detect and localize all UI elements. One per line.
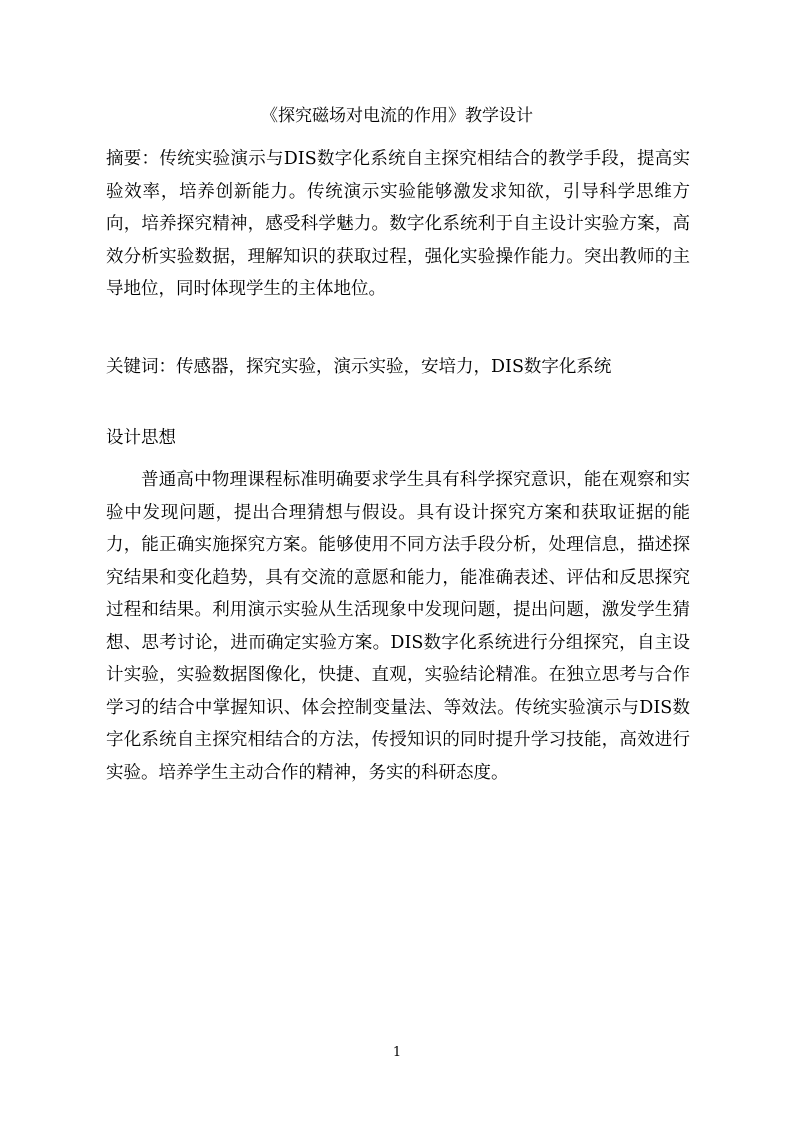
keywords-label: 关键词：	[106, 357, 176, 377]
design-idea-paragraph: 普通高中物理课程标准明确要求学生具有科学探究意识，能在观察和实验中发现问题，提出合理猜想与假设。具有设计探究方案和获取证据的能力，能正确实施探究方案。能够使用不同方法手段分析，处理信息，描述探究结果和变化趋势，具有交流的意愿和能力，能准确表述、评估和反思探究过程和结果。利用演示实验从生活现象中发现问题，提出问题，激发学生猜想、思考讨论，进而确定实验方案。DIS数字化系统进行分组探究，自主设计实验，实验数据图像化，快捷、直观，实验结论精准。在独立思考与合作学习的结合中掌握知识、体会控制变量法、等效法。传统实验演示与DIS数字化系统自主探究相结合的方法，传授知识的同时提升学习技能，高效进行实验。培养学生主动合作的精神，务实的科研态度。	[106, 470, 690, 783]
section-heading: 设计思想	[106, 428, 176, 448]
page-number: 1	[392, 1045, 402, 1060]
keywords-text: 传感器，探究实验，演示实验，安培力，DIS数字化系统	[176, 357, 612, 377]
document-title: 《探究磁场对电流的作用》教学设计	[261, 106, 533, 126]
abstract-paragraph	[106, 143, 690, 306]
abstract-text: 传统实验演示与DIS数字化系统自主探究相结合的教学手段，提高实验效率，培养创新能力。传统演示实验能够激发求知欲，引导科学思维方向，培养探究精神，感受科学魅力。数字化系统利于自主设计实验方案，高效分析实验数据，理解知识的获取过程，强化实验操作能力。突出教师的主导地位，同时体现学生的主体地位。	[106, 149, 691, 299]
keywords-paragraph	[106, 351, 690, 384]
abstract-label: 摘要：	[106, 149, 160, 169]
